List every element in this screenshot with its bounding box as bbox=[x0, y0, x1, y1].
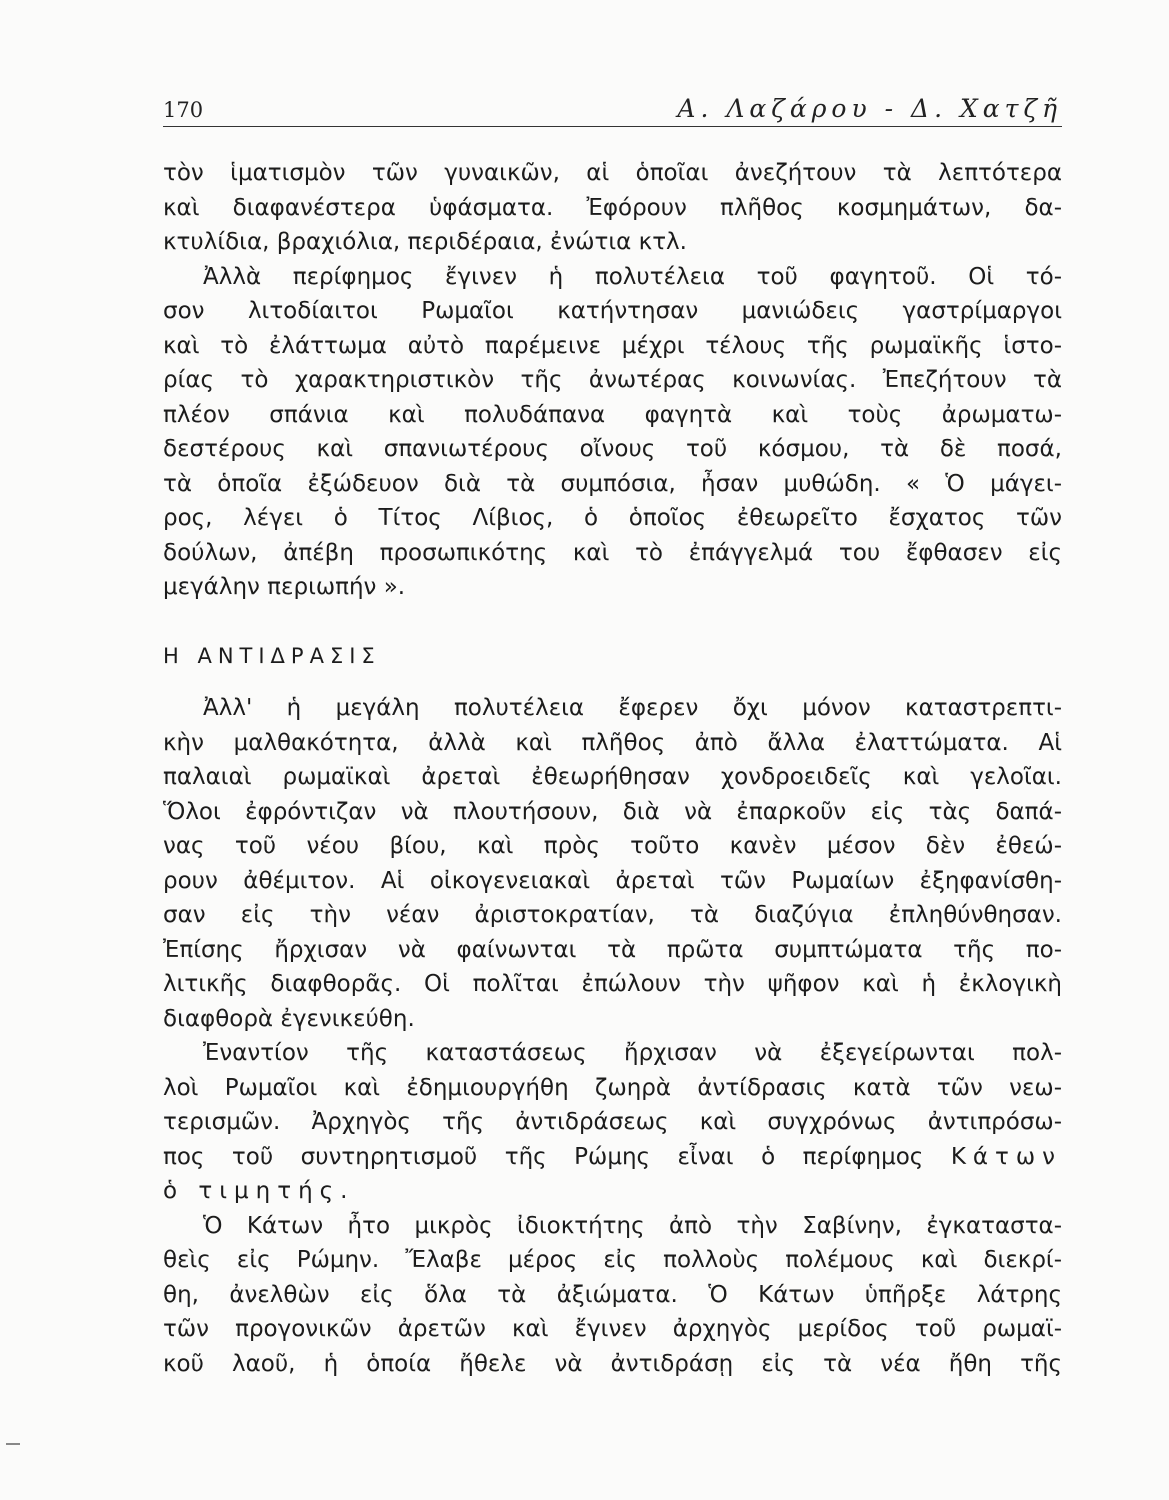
text-line: τὰ ὁποῖα ἐξώδευον διὰ τὰ συμπόσια, ἦσαν μυθώδη. « Ὁ μάγει- bbox=[163, 470, 1062, 497]
text-line: Ἀλλὰ περίφημος ἔγινεν ἡ πολυτέλεια τοῦ φαγητοῦ. Οἱ τό- bbox=[203, 263, 1062, 290]
text-line: Ἐναντίον τῆς καταστάσεως ἤρχισαν νὰ ἐξεγείρωνται πολ- bbox=[203, 1040, 1062, 1066]
text-line: Ἀλλ' ἡ μεγάλη πολυτέλεια ἔφερεν ὄχι μόνον καταστρεπτι- bbox=[203, 695, 1062, 721]
text-line: κοῦ λαοῦ, ἡ ὁποία ἤθελε νὰ ἀντιδράσῃ εἰς τὰ νέα ἤθη τῆς bbox=[163, 1350, 1062, 1377]
text-line: θεὶς εἰς Ρώμην. Ἔλαβε μέρος εἰς πολλοὺς πολέμους καὶ διεκρί- bbox=[163, 1247, 1062, 1273]
text-line: διαφθορὰ ἐγενικεύθη. bbox=[163, 1005, 415, 1032]
text-line: σον λιτοδίαιτοι Ρωμαῖοι κατήντησαν μανιώδεις γαστρίμαργοι bbox=[163, 298, 1062, 324]
page-number: 170 bbox=[163, 98, 204, 122]
text-line: παλαιαὶ ρωμαϊκαὶ ἀρεταὶ ἐθεωρήθησαν χονδροειδεῖς καὶ γελοῖαι. bbox=[163, 764, 1062, 790]
text-line: Ὅλοι ἐφρόντιζαν νὰ πλουτήσουν, διὰ νὰ ἐπαρκοῦν εἰς τὰς δαπά- bbox=[163, 798, 1062, 825]
text-line: μεγάλην περιωπήν ». bbox=[163, 574, 406, 600]
text-line: καὶ διαφανέστερα ὑφάσματα. Ἐφόρουν πλῆθος κοσμημάτων, δα- bbox=[163, 194, 1062, 221]
text-line: λοὶ Ρωμαῖοι καὶ ἐδημιουργήθη ζωηρὰ ἀντίδρασις κατὰ τῶν νεω- bbox=[163, 1074, 1062, 1101]
text-line bbox=[163, 1140, 1062, 1175]
text-line: ρος, λέγει ὁ Τίτος Λίβιος, ὁ ὁποῖος ἐθεωρεῖτο ἔσχατος τῶν bbox=[163, 505, 1062, 531]
text-line: τὸν ἱματισμὸν τῶν γυναικῶν, αἱ ὁποῖαι ἀνεζήτουν τὰ λεπτότερα bbox=[163, 160, 1062, 186]
paragraph bbox=[163, 1209, 1062, 1382]
section-heading: Η ΑΝΤΙΔΡΑΣΙΣ bbox=[163, 643, 381, 668]
text-line: τῶν προγονικῶν ἀρετῶν καὶ ἔγινεν ἀρχηγὸς μερίδος τοῦ ρωμαϊ- bbox=[163, 1316, 1062, 1342]
text-line: καὶ τὸ ἐλάττωμα αὐτὸ παρέμεινε μέχρι τέλους τῆς ρωμαϊκῆς ἱστο- bbox=[163, 332, 1062, 359]
paragraph bbox=[163, 691, 1062, 1036]
text-line: Ἐπίσης ἤρχισαν νὰ φαίνωνται τὰ πρῶτα συμπτώματα τῆς πο- bbox=[163, 936, 1062, 963]
text-line: δούλων, ἀπέβη προσωπικότης καὶ τὸ ἐπάγγελμά του ἔφθασεν εἰς bbox=[163, 539, 1062, 566]
text-line: σαν εἰς τὴν νέαν ἀριστοκρατίαν, τὰ διαζύγια ἐπληθύνθησαν. bbox=[163, 902, 1062, 928]
text-line: δεστέρους καὶ σπανιωτέρους οἴνους τοῦ κόσμου, τὰ δὲ ποσά, bbox=[163, 436, 1062, 462]
paragraph bbox=[163, 1036, 1062, 1209]
text-line: ὁ τιμητής. bbox=[163, 1178, 355, 1204]
text-line: κὴν μαλθακότητα, ἀλλὰ καὶ πλῆθος ἀπὸ ἄλλα ἐλαττώματα. Αἱ bbox=[163, 729, 1062, 756]
body-text bbox=[163, 156, 1062, 1381]
paragraph bbox=[163, 156, 1062, 260]
text-line: Ὁ Κάτων ἦτο μικρὸς ἰδιοκτήτης ἀπὸ τὴν Σαβίνην, ἐγκαταστα- bbox=[203, 1212, 1062, 1239]
text-line: νας τοῦ νέου βίου, καὶ πρὸς τοῦτο κανὲν μέσον δὲν ἐθεώ- bbox=[163, 833, 1062, 859]
paragraph bbox=[163, 260, 1062, 605]
running-head: Α. Λαζάρου - Δ. Χατζῆ bbox=[677, 94, 1062, 123]
text-line: λιτικῆς διαφθορᾶς. Οἱ πολῖται ἐπώλουν τὴν ψῆφον καὶ ἡ ἐκλογικὴ bbox=[163, 971, 1062, 997]
header-rule bbox=[163, 126, 1062, 127]
margin-mark bbox=[6, 1443, 20, 1445]
text-line: πλέον σπάνια καὶ πολυδάπανα φαγητὰ καὶ τοὺς ἀρωματω- bbox=[163, 401, 1062, 428]
text-line: τερισμῶν. Ἀρχηγὸς τῆς ἀντιδράσεως καὶ συγχρόνως ἀντιπρόσω- bbox=[163, 1109, 1062, 1135]
text-line: ρουν ἀθέμιτον. Αἱ οἰκογενειακαὶ ἀρεταὶ τῶν Ρωμαίων ἐξηφανίσθη- bbox=[163, 867, 1062, 894]
text-fragment: πος τοῦ συντηρητισμοῦ τῆς Ρώμης εἶναι ὁ περίφημος bbox=[163, 1143, 924, 1170]
text-line: θη, ἀνελθὼν εἰς ὅλα τὰ ἀξιώματα. Ὁ Κάτων ὑπῆρξε λάτρης bbox=[163, 1281, 1062, 1308]
text-line: κτυλίδια, βραχιόλια, περιδέραια, ἐνώτια κτλ. bbox=[163, 229, 687, 255]
spaced-name: Κάτων bbox=[950, 1143, 1063, 1170]
text-line: ρίας τὸ χαρακτηριστικὸν τῆς ἀνωτέρας κοινωνίας. Ἐπεζήτουν τὰ bbox=[163, 367, 1062, 393]
